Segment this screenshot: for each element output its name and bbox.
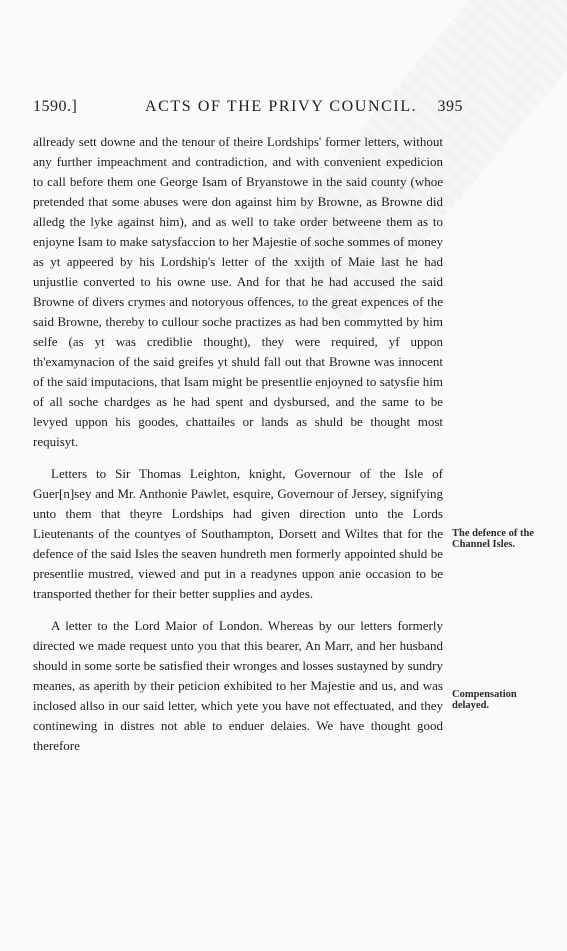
paragraph-lord-maior-letter: A letter to the Lord Maior of London. Whereas by our letters formerly directed we made request unto you that this bearer, An Marr, and her husband should in some sorte be satisfied their wronges and losses sustayned by sundry meanes, as aperith by their peticion exhibited to her Majestie and us, and was inclosed allso in our said letter, which yete you have not effectuated, and they continewing in distres not able to enduer delaies. We have thought good therefore bbox=[33, 618, 443, 753]
header-year: 1590.] bbox=[33, 98, 78, 115]
page-number: 395 bbox=[437, 98, 463, 115]
paragraph-continued: allready sett downe and the tenour of theire Lordships' former letters, without any further impeachment and contradiction, and with convenient expedicion to call before them one George Isam of Bryanstowe in the said county (whoe pretended that some abuses were don against him by Browne, as Browne did alledg the lyke against him), and as well to take order betweene them as to enjoyne Isam to make satysfaccion to her Majestie of soche sommes of money as yt appeered by his Lordship's letter of the xxijth of Maie last he had unjustlie converted to his owne use. And for that he had accused the said Browne of divers crymes and notoryous offences, to the great expences of the said Browne, thereby to cullour soche practizes as had ben commytted by him selfe (as yt was crediblie thought), they were required, yf uppon th'examynacion of the said greifes yt shuld fall out that Browne was innocent of the said imputacions, that Isam might be presentlie enjoyned to satysfie him of all soche chardges as he had spent and dysbursed, and the same to be levyed uppon his goodes, chattailes or lands as shuld be thought most requisyt. bbox=[33, 134, 443, 449]
page-header bbox=[33, 98, 463, 122]
document-body bbox=[33, 132, 443, 768]
paragraph-defence-letters: Letters to Sir Thomas Leighton, knight, Governour of the Isle of Guer[n]sey and Mr. Anthonie Pawlet, esquire, Governour of Jersey, signifying unto them that theyre Lordships had given direction unto the Lords Lieutenants of the countyes of Southampton, Dorsett and Wiltes that for the defence of the said Isles the seaven hundreth men formerly appointed shuld be presentlie mustred, viewed and put in a readynes uppon anie occasion to be transported thether for their better supplies and aydes. bbox=[33, 466, 443, 601]
sidenote-compensation: Compensation delayed. bbox=[452, 689, 517, 711]
sidenote-defence: The defence of the Channel Isles. bbox=[452, 528, 534, 550]
header-title: ACTS OF THE PRIVY COUNCIL. bbox=[145, 98, 418, 115]
